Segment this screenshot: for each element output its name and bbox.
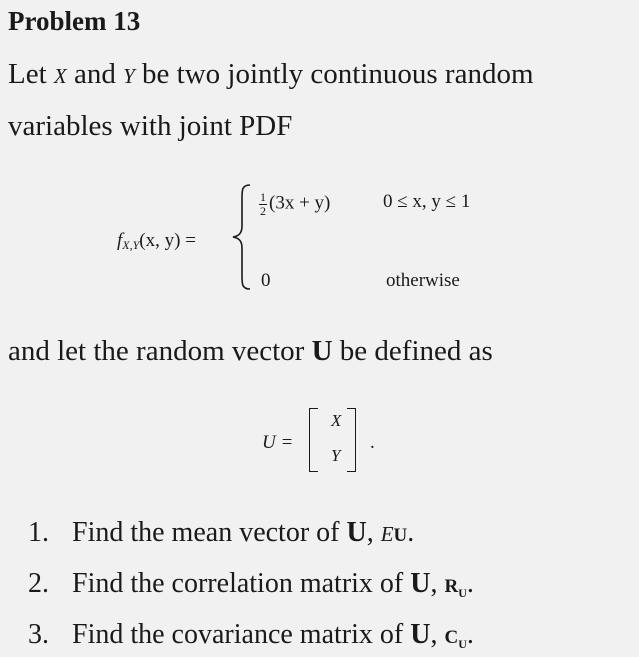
vector-top: X [331,411,342,430]
var-x: X [53,64,67,88]
pdf-case-1-condition: 0 ≤ x, y ≤ 1 [383,191,471,212]
pdf-case-1: $\frac{1}{2}$ (3x + y) [260,190,331,218]
expectation-symbol: E [380,522,394,546]
correlation-symbol: $R_U$ [444,576,467,600]
pdf-case-2-condition: otherwise [386,270,460,291]
list-item: 2. Find the correlation matrix of U, $R_U$. [28,568,474,600]
covariance-symbol: $C_U$ [444,627,467,651]
vector-bottom: Y [331,446,341,465]
problem-title: Problem 13 [8,6,141,36]
bold-u: U [311,335,333,367]
vector-period: . [370,432,375,453]
middle-text: and let the random vector U be defined as [8,335,493,367]
right-bracket-icon [347,408,356,472]
list-item: 3. Find the covariance matrix of U, $C_U$. [28,619,474,651]
pdf-case-2: 0 [261,270,271,291]
intro-line-2: variables with joint PDF [8,110,293,142]
intro-line-1: Let X and Y be two jointly continuous random [8,58,534,90]
fraction-half: $\frac{1}{2}$ [260,190,266,218]
list-item: 1. Find the mean vector of U, EU. [28,517,415,548]
pdf-lhs: $f_{X,Y}(x$, y) = [117,230,196,252]
var-y: Y [123,64,135,88]
left-bracket-icon [309,408,318,472]
vector-lhs: U = [262,432,294,453]
left-brace-icon [230,182,254,292]
